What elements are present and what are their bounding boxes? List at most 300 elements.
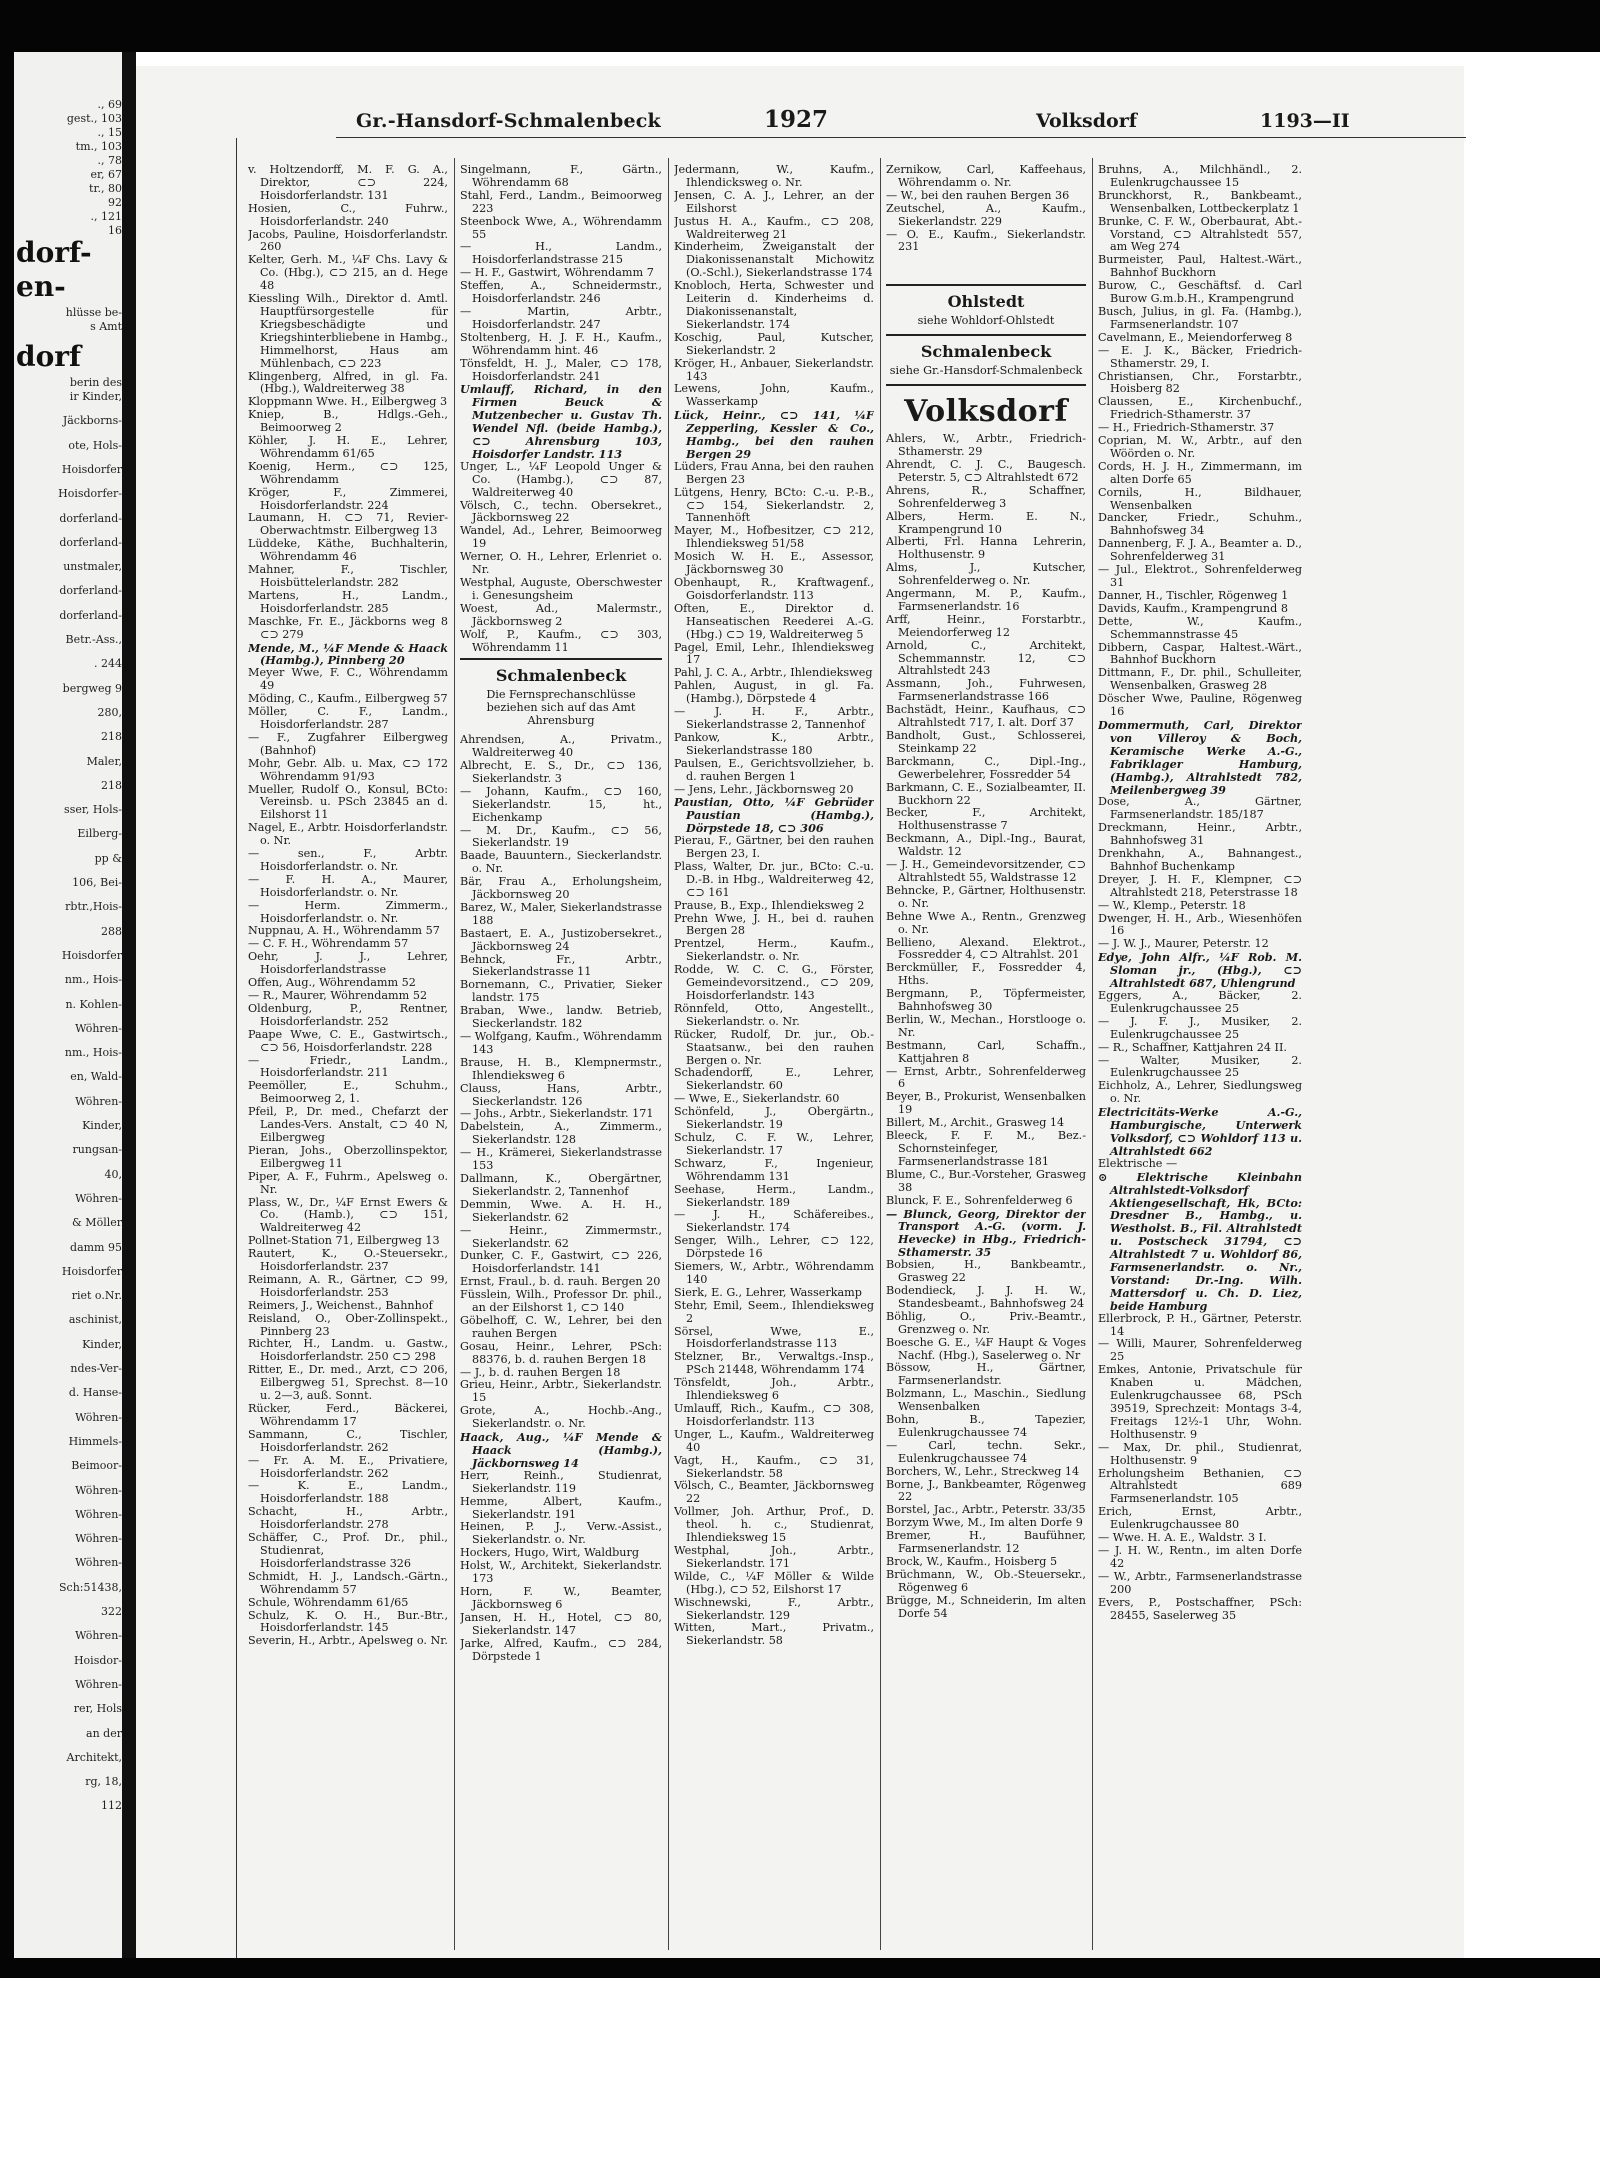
- directory-entry: Horn, F. W., Beamter, Jäckbornsweg 6: [460, 1584, 662, 1611]
- directory-entry: Dreyer, J. H. F., Klempner, ⊂⊃ Altrahlstedt 218, Peterstrasse 18: [1098, 872, 1302, 899]
- directory-entry: Barkmann, C. E., Sozialbeamter, II. Buckhorn 22: [886, 780, 1086, 807]
- directory-entry: — H., Krämerei, Siekerlandstrasse 153: [460, 1146, 662, 1173]
- directory-entry: Severin, H., Arbtr., Apelsweg o. Nr.: [248, 1634, 448, 1648]
- directory-entry: Prehn Wwe, J. H., bei d. rauhen Bergen 28: [674, 911, 874, 938]
- fragment-line: 112: [101, 1799, 122, 1813]
- fragment-line: an der: [86, 1726, 122, 1740]
- directory-entry: Busch, Julius, in gl. Fa. (Hambg.), Farmsenerlandstr. 107: [1098, 304, 1302, 331]
- directory-entry: Arff, Heinr., Forstarbtr., Meiendorferweg 12: [886, 612, 1086, 639]
- directory-entry: Gosau, Heinr., Lehrer, PSch: 88376, b. d. rauhen Bergen 18: [460, 1339, 662, 1366]
- directory-entry: Often, E., Direktor d. Hanseatischen Reederei A.-G. (Hbg.) ⊂⊃ 19, Waldreiterweg 5: [674, 601, 874, 641]
- directory-entry: Blunck, F. E., Sohrenfelderweg 6: [886, 1193, 1073, 1207]
- directory-entry: v. Holtzendorff, M. F. G. A., Direktor, ⊂⊃ 224, Hoisdorferlandstr. 131: [248, 164, 448, 202]
- directory-entry: — W., bei den rauhen Bergen 36: [886, 188, 1070, 202]
- directory-entry: — F., Zugfahrer Eilbergweg (Bahnhof): [248, 730, 448, 757]
- directory-entry: Brause, H. B., Klempnermstr., Ihlendieksweg 6: [460, 1055, 662, 1082]
- directory-entry: Berlin, W., Mechan., Horstlooge o. Nr.: [886, 1012, 1086, 1039]
- directory-entry: Schäffer, C., Prof. Dr., phil., Studienrat, Hoisdorferlandstrasse 326: [248, 1531, 448, 1570]
- directory-entry: Stahl, Ferd., Landm., Beimoorweg 223: [460, 188, 662, 215]
- fragment-line: riet o.Nr.: [71, 1289, 122, 1303]
- place-heading: Schmalenbeck: [886, 334, 1086, 365]
- directory-entry: Dallmann, K., Obergärtner, Siekerlandstr. 2, Tannenhof: [460, 1171, 662, 1198]
- directory-entry: Mahner, F., Tischler, Hoisbüttelerlandstr. 282: [248, 563, 448, 589]
- directory-entry: Drenkhahn, A., Bahnangest., Bahnhof Buchenkamp: [1098, 847, 1302, 873]
- directory-entry: — Carl, techn. Sekr., Eulenkrugchaussee 74: [886, 1438, 1086, 1465]
- header-year: 1927: [764, 106, 829, 133]
- directory-entry: Plass, Walter, Dr. jur., BCto: C.-u. D.-B. in Hbg., Waldreiterweg 42, ⊂⊃ 161: [674, 859, 874, 899]
- directory-entry: — J. H. F., Arbtr., Siekerlandstrasse 2, Tannenhof: [674, 705, 874, 731]
- place-heading-large: Volksdorf: [886, 384, 1086, 433]
- directory-entry: Woest, Ad., Malermstr., Jäckbornsweg 2: [460, 601, 662, 628]
- directory-entry: Elektrische —: [1098, 1156, 1178, 1170]
- fragment-line: Maler,: [86, 754, 122, 768]
- directory-entry: Nuppnau, A. H., Wöhrendamm 57: [248, 924, 440, 938]
- directory-entry: Hockers, Hugo, Wirt, Waldburg: [460, 1546, 639, 1560]
- directory-entry: Baade, Bauuntern., Sieckerlandstr. o. Nr.: [460, 849, 662, 876]
- directory-entry-highlighted: Mende, M., ¼F Mende & Haack (Hambg.), Pinnberg 20: [248, 640, 448, 668]
- directory-entry: Justus H. A., Kaufm., ⊂⊃ 208, Waldreiterweg 21: [674, 214, 874, 241]
- directory-entry: Rodde, W. C. C. G., Förster, Gemeindevorsitzend., ⊂⊃ 209, Hoisdorferlandstr. 143: [674, 963, 874, 1002]
- fragment-line: tr., 80: [89, 182, 122, 195]
- directory-entry: Ahrens, R., Schaffner, Sohrenfelderweg 3: [886, 483, 1086, 510]
- fragment-line: hlüsse be-: [65, 306, 122, 319]
- directory-entry: Danner, H., Tischler, Rögenweg 1: [1098, 588, 1289, 602]
- directory-entry: Borzym Wwe, M., Im alten Dorfe 9: [886, 1516, 1083, 1530]
- directory-entry: Rücker, Ferd., Bäckerei, Wöhrendamm 17: [248, 1402, 448, 1428]
- directory-entry: Rücker, Rudolf, Dr. jur., Ob.-Staatsanw., bei den rauhen Bergen o. Nr.: [674, 1027, 874, 1067]
- directory-entry: Dette, W., Kaufm., Schemmannstrasse 45: [1098, 614, 1302, 641]
- directory-entry: Bremer, H., Baufühner, Farmsenerlandstr. 12: [886, 1529, 1086, 1556]
- directory-entry: Mosich W. H. E., Assessor, Jäckbornsweg 30: [674, 550, 874, 577]
- directory-entry: — sen., F., Arbtr. Hoisdorferlandstr. o. Nr.: [248, 847, 448, 873]
- fragment-line: dorferland-: [59, 535, 122, 549]
- directory-entry: Brock, W., Kaufm., Hoisberg 5: [886, 1555, 1058, 1568]
- directory-entry: Kniep, B., Hdlgs.-Geh., Beimoorweg 2: [248, 408, 448, 435]
- directory-entry: Claussen, E., Kirchenbuchf., Friedrich-Sthamerstr. 37: [1098, 395, 1302, 422]
- directory-entry: — R., Schaffner, Kattjahren 24 II.: [1098, 1040, 1287, 1054]
- directory-entry: — Fr. A. M. E., Privatiere, Hoisdorferlandstr. 262: [248, 1453, 448, 1480]
- directory-entry: — Johs., Arbtr., Siekerlandstr. 171: [460, 1107, 654, 1121]
- directory-entry: Bobsien, H., Bankbeamtr., Grasweg 22: [886, 1258, 1086, 1285]
- directory-entry: Sörsel, Wwe, E., Hoisdorferlandstrasse 113: [674, 1324, 874, 1351]
- scan-gutter: [122, 52, 136, 1958]
- directory-entry-highlighted: Dommermuth, Carl, Direktor von Villeroy & Boch, Keramische Werke A.-G., Fabriklager Hamburg, (Hambg.), Altrahlstedt 782, Meilenbergweg 39: [1098, 717, 1302, 797]
- directory-entry: — Jul., Elektrot., Sohrenfelderweg 31: [1098, 563, 1302, 589]
- directory-entry: Oehr, J. J., Lehrer, Hoisdorferlandstrasse: [248, 950, 448, 977]
- fragment-line: sser, Hols-: [64, 803, 122, 817]
- directory-entry: Sierk, E. G., Lehrer, Wasserkamp: [674, 1285, 862, 1299]
- fragment-line: Wöhren-: [75, 1191, 122, 1205]
- directory-entry: Davids, Kaufm., Krampengrund 8: [1098, 601, 1288, 615]
- column-rule: [1092, 158, 1093, 1950]
- fragment-line: Hoisdorfer: [61, 1264, 122, 1278]
- directory-entry: Richter, H., Landm. u. Gastw., Hoisdorferlandstr. 250 ⊂⊃ 298: [248, 1337, 448, 1364]
- directory-entry: Kelter, Gerh. M., ¼F Chs. Lavy & Co. (Hbg.), ⊂⊃ 215, an d. Hege 48: [248, 253, 448, 293]
- fragment-line: damm 95: [70, 1240, 122, 1254]
- directory-entry: Bodendieck, J. J. H. W., Standesbeamt., Bahnhofsweg 24: [886, 1283, 1086, 1310]
- directory-entry: Jensen, C. A. J., Lehrer, an der Eilshorst: [674, 188, 874, 215]
- directory-entry: Burow, C., Geschäftsf. d. Carl Burow G.m.b.H., Krampengrund: [1098, 279, 1302, 306]
- fragment-heading: dorf: [16, 340, 82, 373]
- directory-entry: Wandel, Ad., Lehrer, Beimoorweg 19: [460, 524, 662, 551]
- directory-entry: Clauss, Hans, Arbtr., Sieckerlandstr. 126: [460, 1081, 662, 1108]
- directory-column-2: [460, 164, 662, 1954]
- directory-entry: Brüchmann, W., Ob.-Steuersekr., Rögenweg 6: [886, 1567, 1086, 1594]
- fragment-line: Eilberg-: [77, 827, 122, 841]
- directory-entry: Behne Wwe A., Rentn., Grenzweg o. Nr.: [886, 909, 1086, 936]
- directory-entry: Paape Wwe, C. E., Gastwirtsch., ⊂⊃ 56, Hoisdorferlandstr. 228: [248, 1027, 448, 1054]
- directory-entry: Tönsfeldt, H. J., Maler, ⊂⊃ 178, Hoisdorferlandstr. 241: [460, 356, 662, 383]
- fragment-line: s Amt: [90, 320, 122, 333]
- directory-entry: Göbelhoff, C. W., Lehrer, bei den rauhen Bergen: [460, 1313, 662, 1340]
- fragment-line: rg, 18,: [85, 1775, 122, 1789]
- directory-entry: Pahl, J. C. A., Arbtr., Ihlendieksweg: [674, 666, 873, 680]
- directory-entry: — Wwe, E., Siekerlandstr. 60: [674, 1092, 840, 1106]
- directory-entry: — J. F. J., Musiker, 2. Eulenkrugchaussee 25: [1098, 1014, 1302, 1041]
- place-heading: Ohlstedt: [886, 284, 1086, 315]
- directory-entry: — J. W. J., Maurer, Peterstr. 12: [1098, 937, 1269, 951]
- fragment-line: Architekt,: [66, 1750, 122, 1764]
- directory-entry: Meyer Wwe, F. C., Wöhrendamm 49: [248, 666, 448, 693]
- directory-entry: Bastaert, E. A., Justizobersekret., Jäckbornsweg 24: [460, 926, 662, 953]
- header-rule: [336, 137, 1466, 138]
- directory-entry: Erich, Ernst, Arbtr., Eulenkrugchaussee 80: [1098, 1505, 1302, 1532]
- directory-entry: Blume, C., Bur.-Vorsteher, Grasweg 38: [886, 1167, 1086, 1194]
- fragment-line: ., 69: [97, 98, 122, 111]
- directory-entry: Becker, F., Architekt, Holthusenstrasse 7: [886, 806, 1086, 833]
- directory-entry-highlighted: ⊙ Elektrische Kleinbahn Altrahlstedt-Volksdorf Aktiengesellschaft, Hk, BCto: Dresdner B., Hambg., u. Westholst. B., Fil. Altrahlstedt u. Postscheck 31794, ⊂⊃ Altrahlstedt 7 u. Wohldorf 86, Farmsenerlandstr. o. Nr., Vorstand: Dr.-Ing. Wilh. Mattersdorf u. Ch. D. Liez, beide Hamburg: [1098, 1169, 1302, 1313]
- directory-entry: Borne, J., Bankbeamter, Rögenweg 22: [886, 1477, 1086, 1504]
- directory-entry: Vagt, H., Kaufm., ⊂⊃ 31, Siekerlandstr. 58: [674, 1453, 874, 1480]
- directory-entry: Tönsfeldt, Joh., Arbtr., Ihlendieksweg 6: [674, 1376, 874, 1403]
- fragment-line: Wöhren-: [75, 1556, 122, 1570]
- directory-entry: Lüders, Frau Anna, bei den rauhen Bergen 23: [674, 459, 874, 486]
- directory-entry: Unger, L., ¼F Leopold Unger & Co. (Hambg.), ⊂⊃ 87, Waldreiterweg 40: [460, 459, 662, 499]
- directory-entry: Maschke, Fr. E., Jäckborns weg 8 ⊂⊃ 279: [248, 614, 448, 641]
- directory-entry: Schmidt, H. J., Landsch.-Gärtn., Wöhrendamm 57: [248, 1569, 448, 1596]
- directory-entry: Vollmer, Joh. Arthur, Prof., D. theol. h. c., Studienrat, Ihlendieksweg 15: [674, 1505, 874, 1545]
- directory-entry: Boesche G. E., ¼F Haupt & Voges Nachf. (Hbg.), Saselerweg o. Nr: [886, 1335, 1086, 1362]
- fragment-line: Himmels-: [68, 1434, 122, 1448]
- directory-entry: Schulz, C. F. W., Lehrer, Siekerlandstr. 17: [674, 1130, 874, 1157]
- fragment-line: . 244: [94, 657, 122, 671]
- directory-entry: Seehase, Herm., Landm., Siekerlandstr. 189: [674, 1182, 874, 1209]
- directory-entry-highlighted: Umlauff, Richard, in den Firmen Beuck & Mutzenbecher u. Gustav Th. Wendel Nfl. (beide Hambg.), ⊂⊃ Ahrensburg 103, Hoisdorfer Landstr. 113: [460, 382, 662, 461]
- header-page-number: 1193—II: [1260, 110, 1350, 132]
- directory-entry: — Willi, Maurer, Sohrenfelderweg 25: [1098, 1337, 1302, 1364]
- directory-entry: Obenhaupt, R., Kraftwagenf., Goisdorferlandstr. 113: [674, 576, 874, 602]
- directory-entry: Stehr, Emil, Seem., Ihlendieksweg 2: [674, 1298, 874, 1325]
- directory-entry-highlighted: Electricitäts-Werke A.-G., Hamburgische, Unterwerk Volksdorf, ⊂⊃ Wohldorf 113 u. Altrahlstedt 662: [1098, 1105, 1302, 1158]
- directory-entry: Bergmann, P., Töpfermeister, Bahnhofsweg 30: [886, 987, 1086, 1014]
- directory-entry: Köhler, J. H. E., Lehrer, Wöhrendamm 61/65: [248, 434, 448, 460]
- directory-entry: — Ernst, Arbtr., Sohrenfelderweg 6: [886, 1064, 1086, 1091]
- directory-entry: Rönnfeld, Otto, Angestellt., Siekerlandstr. o. Nr.: [674, 1001, 874, 1028]
- directory-entry: Zernikow, Carl, Kaffeehaus, Wöhrendamm o. Nr.: [886, 164, 1086, 189]
- fragment-line: ndes-Ver-: [70, 1362, 122, 1375]
- directory-entry: Braban, Wwe., landw. Betrieb, Sieckerlandstr. 182: [460, 1004, 662, 1031]
- directory-column-5: [1098, 164, 1302, 1954]
- directory-entry: Dannenberg, F. J. A., Beamter a. D., Sohrenfelderweg 31: [1098, 537, 1302, 564]
- directory-entry: — Herm. Zimmerm., Hoisdorferlandstr. o. Nr.: [248, 898, 448, 925]
- fragment-line: Jäckborns-: [62, 414, 122, 428]
- directory-entry: — Walter, Musiker, 2. Eulenkrugchaussee 25: [1098, 1053, 1302, 1080]
- fragment-line: Kinder,: [82, 1119, 122, 1132]
- directory-entry: Erholungsheim Bethanien, ⊂⊃ Altrahlstedt 689 Farmsenerlandstr. 105: [1098, 1466, 1302, 1506]
- fragment-line: unstmaler,: [63, 560, 122, 574]
- directory-entry: Zeutschel, A., Kaufm., Siekerlandstr. 229: [886, 201, 1086, 228]
- fragment-line: Hoisdorfer: [61, 948, 122, 962]
- directory-entry: Eichholz, A., Lehrer, Siedlungsweg o. Nr.: [1098, 1079, 1302, 1106]
- directory-entry: Prentzel, Herm., Kaufm., Siekerlandstr. o. Nr.: [674, 937, 874, 964]
- fragment-line: en, Wald-: [70, 1070, 122, 1084]
- fragment-line: ., 78: [97, 154, 122, 167]
- directory-entry: Ernst, Fraul., b. d. rauh. Bergen 20: [460, 1275, 661, 1289]
- directory-column-4: [886, 164, 1086, 1954]
- directory-entry: Bohn, B., Tapezier, Eulenkrugchaussee 74: [886, 1413, 1086, 1439]
- directory-entry: Bornemann, C., Privatier, Sieker landstr. 175: [460, 978, 662, 1005]
- fragment-heading: dorf-: [16, 236, 92, 269]
- directory-entry: Dancker, Friedr., Schuhm., Bahnhofsweg 34: [1098, 511, 1302, 538]
- directory-entry: — J. H., Gemeindevorsitzender, ⊂⊃ Altrahlstedt 55, Waldstrasse 12: [886, 858, 1086, 884]
- directory-entry: Barez, W., Maler, Siekerlandstrasse 188: [460, 900, 662, 927]
- fragment-line: gest., 103: [66, 112, 122, 125]
- directory-entry: Witten, Mart., Privatm., Siekerlandstr. 58: [674, 1621, 874, 1648]
- directory-entry: Schacht, H., Arbtr., Hoisdorferlandstr. 278: [248, 1505, 448, 1532]
- directory-entry-highlighted: Edye, John Alfr., ¼F Rob. M. Sloman jr., (Hbg.), ⊂⊃ Altrahlstedt 687, Uhlengrund: [1098, 950, 1302, 991]
- directory-entry: Schadendorff, E., Lehrer, Siekerlandstr. 60: [674, 1066, 874, 1093]
- fragment-line: Sch:51438,: [59, 1580, 122, 1594]
- directory-entry: Christiansen, Chr., Forstarbtr., Hoisberg 82: [1098, 369, 1302, 396]
- directory-entry: Prause, B., Exp., Ihlendieksweg 2: [674, 898, 865, 912]
- directory-entry: Pfeil, P., Dr. med., Chefarzt der Landes-Vers. Anstalt, ⊂⊃ 40 N, Eilbergweg: [248, 1105, 448, 1144]
- directory-entry: Dunker, C. F., Gastwirt, ⊂⊃ 226, Hoisdorferlandstr. 141: [460, 1249, 662, 1276]
- directory-entry: Bär, Frau A., Erholungsheim, Jäckbornsweg 20: [460, 875, 662, 902]
- directory-entry: Eggers, A., Bäcker, 2. Eulenkrugchaussee 25: [1098, 989, 1302, 1015]
- fragment-line: Wöhren-: [75, 1507, 122, 1521]
- directory-entry: Cavelmann, E., Meiendorferweg 8: [1098, 330, 1293, 344]
- directory-entry: Hosien, C., Fuhrw., Hoisdorferlandstr. 240: [248, 201, 448, 228]
- fragment-line: Wöhren-: [75, 1021, 122, 1035]
- directory-entry: Dose, A., Gärtner, Farmsenerlandstr. 185/187: [1098, 795, 1302, 822]
- directory-entry: Angermann, M. P., Kaufm., Farmsenerlandstr. 16: [886, 587, 1086, 613]
- directory-entry: — J., b. d. rauhen Bergen 18: [460, 1365, 621, 1379]
- directory-entry: Alberti, Frl. Hanna Lehrerin, Holthusenstr. 9: [886, 535, 1086, 562]
- directory-entry: Sammann, C., Tischler, Hoisdorferlandstr. 262: [248, 1427, 448, 1454]
- header-right-title: Volksdorf: [1036, 110, 1137, 132]
- directory-entry: Piper, A. F., Fuhrm., Apelsweg o. Nr.: [248, 1169, 448, 1196]
- directory-entry: — F. H. A., Maurer, Hoisdorferlandstr. o. Nr.: [248, 872, 448, 899]
- directory-entry: Emkes, Antonie, Privatschule für Knaben u. Mädchen, Eulenkrugchaussee 68, PSch 39519, Sprechzeit: Montags 3-4, Freitags 12½-1 Uhr, Wohn. Holthusenstr. 9: [1098, 1363, 1302, 1441]
- directory-entry: Ritter, E., Dr. med., Arzt, ⊂⊃ 206, Eilbergweg 51, Sprechst. 8—10 u. 2—3, auß. Sonnt.: [248, 1363, 448, 1403]
- directory-entry: Borstel, Jac., Arbtr., Peterstr. 33/35: [886, 1503, 1086, 1517]
- directory-entry: — R., Maurer, Wöhrendamm 52: [248, 989, 428, 1002]
- directory-entry: Reisland, O., Ober-Zollinspekt., Pinnberg 23: [248, 1311, 448, 1338]
- directory-entry: Behnck, Fr., Arbtr., Siekerlandstrasse 11: [460, 952, 662, 979]
- fragment-line: 40,: [104, 1167, 122, 1181]
- directory-entry: Brunke, C. F. W., Oberbaurat, Abt.-Vorstand, ⊂⊃ Altrahlstedt 557, am Weg 274: [1098, 214, 1302, 254]
- directory-entry: Wolf, P., Kaufm., ⊂⊃ 303, Wöhrendamm 11: [460, 627, 662, 654]
- section-note: Die Fernsprechanschlüsse beziehen sich auf das Amt Ahrensburg: [486, 688, 636, 728]
- scan-border-bottom: [0, 1958, 1600, 1978]
- directory-entry: Kinderheim, Zweiganstalt der Diakonissenanstalt Michowitz (O.-Schl.), Siekerlandstrasse 174: [674, 240, 874, 280]
- fragment-line: bergweg 9: [62, 681, 122, 695]
- fragment-line: nm., Hois-: [64, 973, 122, 987]
- directory-entry: Stelzner, Br., Verwaltgs.-Insp., PSch 21448, Wöhrendamm 174: [674, 1350, 874, 1377]
- directory-entry: Peemöller, E., Schuhm., Beimoorweg 2, 1.: [248, 1079, 448, 1106]
- directory-entry: — J. H., Schäfereibes., Siekerlandstr. 174: [674, 1208, 874, 1235]
- directory-entry: Behncke, P., Gärtner, Holthusenstr. o. Nr.: [886, 883, 1086, 910]
- directory-entry-highlighted: Lück, Heinr., ⊂⊃ 141, ¼F Zepperling, Kessler & Co., Hambg., bei den rauhen Bergen 29: [674, 408, 874, 461]
- scan-margin-below: [0, 1978, 1600, 2177]
- directory-entry: Jansen, H. H., Hotel, ⊂⊃ 80, Siekerlandstr. 147: [460, 1610, 662, 1637]
- directory-entry: Dwenger, H. H., Arb., Wiesenhöfen 16: [1098, 911, 1302, 938]
- directory-entry: Assmann, Joh., Fuhrwesen, Farmsenerlandstrasse 166: [886, 677, 1086, 704]
- column-rule: [668, 158, 669, 1950]
- directory-entry: Umlauff, Rich., Kaufm., ⊂⊃ 308, Hoisdorferlandstr. 113: [674, 1402, 874, 1428]
- fragment-line: Wöhren-: [75, 1410, 122, 1424]
- directory-entry: Bolzmann, L., Maschin., Siedlung Wensenbalken: [886, 1387, 1086, 1414]
- fragment-line: berin des: [69, 376, 122, 389]
- directory-entry: Siemers, W., Arbtr., Wöhrendamm 140: [674, 1260, 874, 1286]
- directory-entry: Knobloch, Herta, Schwester und Leiterin d. Kinderheims d. Diakonissenanstalt, Siekerlandstr. 174: [674, 279, 874, 331]
- fragment-line: ., 15: [97, 126, 122, 139]
- outer-column-rule: [236, 138, 237, 1958]
- directory-entry: Reimers, J., Weichenst., Bahnhof: [248, 1298, 433, 1312]
- directory-entry: Oldenburg, P., Rentner, Hoisdorferlandstr. 252: [248, 1001, 448, 1028]
- directory-entry: Demmin, Wwe. A. H. H., Siekerlandstr. 62: [460, 1197, 662, 1224]
- directory-entry: Völsch, C., Beamter, Jäckbornsweg 22: [674, 1479, 874, 1506]
- fragment-line: Beimoor-: [71, 1459, 122, 1473]
- directory-entry: Jedermann, W., Kaufm., Ihlendicksweg o. Nr.: [674, 164, 874, 189]
- directory-entry: Borchers, W., Lehr., Streckweg 14: [886, 1464, 1080, 1478]
- directory-entry: Singelmann, F., Gärtn., Wöhrendamm 68: [460, 164, 662, 189]
- directory-entry: Pollnet-Station 71, Eilbergweg 13: [248, 1234, 440, 1248]
- directory-entry: Unger, L., Kaufm., Waldreiterweg 40: [674, 1427, 874, 1454]
- fragment-line: Wöhren-: [75, 1677, 122, 1691]
- fragment-line: Hoisdorfer: [61, 462, 122, 476]
- fragment-heading: en-: [16, 270, 66, 303]
- directory-entry: Herr, Reinh., Studienrat, Siekerlandstr. 119: [460, 1468, 662, 1495]
- page-header: [136, 66, 1464, 134]
- directory-entry: Ahrendt, C. J. C., Baugesch. Peterstr. 5, ⊂⊃ Altrahlstedt 672: [886, 457, 1086, 484]
- directory-entry: Bandholt, Gust., Schlosserei, Steinkamp 22: [886, 729, 1086, 755]
- directory-entry: Steenbock Wwe, A., Wöhrendamm 55: [460, 214, 662, 241]
- directory-entry: Evers, P., Postschaffner, PSch: 28455, Saselerweg 35: [1098, 1595, 1302, 1622]
- directory-entry: Pagel, Emil, Lehr., Ihlendieksweg 17: [674, 640, 874, 667]
- directory-entry: — H. F., Gastwirt, Wöhrendamm 7: [460, 266, 654, 280]
- directory-entry: Offen, Aug., Wöhrendamm 52: [248, 976, 416, 990]
- fragment-line: Wöhren-: [75, 1629, 122, 1643]
- directory-entry: Kloppmann Wwe. H., Eilbergweg 3: [248, 395, 448, 409]
- directory-entry: — Max, Dr. phil., Studienrat, Holthusenstr. 9: [1098, 1440, 1302, 1467]
- directory-entry: Laumann, H. ⊂⊃ 71, Revier-Oberwachtmstr. Eilbergweg 13: [248, 511, 448, 538]
- directory-entry: Berckmüller, F., Fossredder 4, Hths.: [886, 961, 1086, 988]
- directory-entry: Westphal, Auguste, Oberschwester i. Genesungsheim: [460, 576, 662, 602]
- directory-entry: Martens, H., Landm., Hoisdorferlandstr. 285: [248, 588, 448, 615]
- fragment-line: rbtr.,Hois-: [65, 900, 122, 914]
- directory-entry: Pahlen, August, in gl. Fa. (Hambg.), Dörpstede 4: [674, 679, 874, 706]
- directory-entry: — J. H. W., Rentn., im alten Dorfe 42: [1098, 1543, 1302, 1570]
- directory-entry: Mueller, Rudolf O., Konsul, BCto: Vereinsb. u. PSch 23845 an d. Eilshorst 11: [248, 782, 448, 822]
- directory-entry: Holst, W., Architekt, Siekerlandstr. 173: [460, 1559, 662, 1586]
- fragment-line: Betr.-Ass.,: [65, 633, 122, 646]
- directory-entry: — E. J. K., Bäcker, Friedrich-Sthamerstr. 29, I.: [1098, 343, 1302, 370]
- directory-entry: Werner, O. H., Lehrer, Erlenriet o. Nr.: [460, 550, 662, 577]
- directory-entry: Cords, H. J. H., Zimmermann, im alten Dorfe 65: [1098, 459, 1302, 486]
- fragment-line: 322: [101, 1605, 122, 1618]
- directory-entry: Pierau, F., Gärtner, bei den rauhen Bergen 23, I.: [674, 834, 874, 861]
- directory-entry: — Jens, Lehr., Jäckbornsweg 20: [674, 782, 854, 796]
- directory-entry: Beckmann, A., Dipl.-Ing., Baurat, Waldstr. 12: [886, 832, 1086, 859]
- column-rule: [454, 158, 455, 1950]
- directory-entry: — Johann, Kaufm., ⊂⊃ 160, Siekerlandstr. 15, ht., Eichenkamp: [460, 784, 662, 824]
- column-rule: [880, 158, 881, 1950]
- directory-entry: Bössow, H., Gärtner, Farmsenerlandstr.: [886, 1361, 1086, 1388]
- fragment-line: 218: [101, 778, 122, 792]
- fragment-line: nm., Hois-: [64, 1046, 122, 1060]
- adjacent-page-fragment: [14, 52, 122, 1958]
- fragment-line: dorferland-: [59, 511, 122, 525]
- directory-entry: Ahrendsen, A., Privatm., Waldreiterweg 40: [460, 733, 662, 760]
- directory-entry: Dittmann, F., Dr. phil., Schulleiter, Wensenbalken, Grasweg 28: [1098, 666, 1302, 693]
- directory-entry: Heinen, P. J., Verw.-Assist., Siekerlandstr. o. Nr.: [460, 1520, 662, 1547]
- directory-entry: Kröger, F., Zimmerei, Hoisdorferlandstr. 224: [248, 485, 448, 512]
- directory-entry: — C. F. H., Wöhrendamm 57: [248, 937, 409, 951]
- directory-entry: Schule, Wöhrendamm 61/65: [248, 1595, 409, 1609]
- directory-entry: Koschig, Paul, Kutscher, Siekerlandstr. 2: [674, 330, 874, 357]
- fragment-line: aschinist,: [68, 1313, 122, 1327]
- directory-entry: — W., Klemp., Peterstr. 18: [1098, 898, 1246, 912]
- directory-entry: Arnold, C., Architekt, Schemmannstr. 12, ⊂⊃ Altrahlstedt 243: [886, 638, 1086, 678]
- directory-entry: Steffen, A., Schneidermstr., Hoisdorferlandstr. 246: [460, 279, 662, 306]
- fragment-line: Wöhren-: [75, 1094, 122, 1108]
- directory-entry: Brunckhorst, R., Bankbeamt., Wensenbalken, Lottbeckerplatz 1: [1098, 188, 1302, 215]
- fragment-line: Kinder,: [82, 1337, 122, 1351]
- directory-entry: Wilde, C., ¼F Möller & Wilde (Hbg.), ⊂⊃ 52, Eilshorst 17: [674, 1569, 874, 1596]
- fragment-line: rungsan-: [72, 1143, 122, 1157]
- place-heading: Schmalenbeck: [460, 658, 662, 689]
- directory-entry: — K. E., Landm., Hoisdorferlandstr. 188: [248, 1479, 448, 1506]
- directory-entry: Alms, J., Kutscher, Sohrenfelderweg o. Nr.: [886, 561, 1086, 588]
- directory-entry: Ellerbrock, P. H., Gärtner, Peterstr. 14: [1098, 1311, 1302, 1338]
- directory-entry: Barckmann, C., Dipl.-Ing., Gewerbelehrer, Fossredder 54: [886, 754, 1086, 781]
- directory-entry: Mayer, M., Hofbesitzer, ⊂⊃ 212, Ihlendieksweg 51/58: [674, 524, 874, 551]
- directory-entry: Westphal, Joh., Arbtr., Siekerlandstr. 171: [674, 1543, 874, 1570]
- fragment-line: 106, Bei-: [72, 876, 122, 889]
- directory-entry: Lütgens, Henry, BCto: C.-u. P.-B., ⊂⊃ 154, Siekerlandstr. 2, Tannenhöft: [674, 485, 874, 525]
- directory-column-3: [674, 164, 874, 1954]
- fragment-line: rer, Hols: [73, 1702, 122, 1716]
- scan-border-left: [0, 52, 14, 1972]
- fragment-line: Hoisdorfer-: [58, 487, 122, 501]
- fragment-line: dorferland-: [59, 608, 122, 622]
- fragment-line: 218: [101, 730, 122, 744]
- directory-entry: Billert, M., Archit., Grasweg 14: [886, 1116, 1065, 1130]
- directory-entry: Bleeck, F. F. M., Bez.-Schornsteinfeger, Farmsenerlandstrasse 181: [886, 1129, 1086, 1168]
- fragment-line: 280,: [97, 705, 122, 719]
- directory-entry: — Martin, Arbtr., Hoisdorferlandstr. 247: [460, 304, 662, 331]
- directory-entry: Pieran, Johs., Oberzollinspektor, Eilbergweg 11: [248, 1143, 448, 1170]
- directory-entry: Brügge, M., Schneiderin, Im alten Dorfe 54: [886, 1593, 1086, 1620]
- fragment-line: n. Kohlen-: [65, 997, 122, 1011]
- directory-entry: Burmeister, Paul, Haltest.-Wärt., Bahnhof Buckhorn: [1098, 253, 1302, 280]
- directory-entry: Klingenberg, Alfred, in gl. Fa. (Hbg.), Waldreiterweg 38: [248, 369, 448, 396]
- directory-entry-highlighted: Paustian, Otto, ¼F Gebrüder Paustian (Hambg.), Dörpstede 18, ⊂⊃ 306: [674, 795, 874, 836]
- directory-entry: Lewens, John, Kaufm., Wasserkamp: [674, 382, 874, 409]
- directory-entry: Albers, Herm. E. N., Krampengrund 10: [886, 509, 1086, 536]
- fragment-line: & Möller: [72, 1216, 122, 1230]
